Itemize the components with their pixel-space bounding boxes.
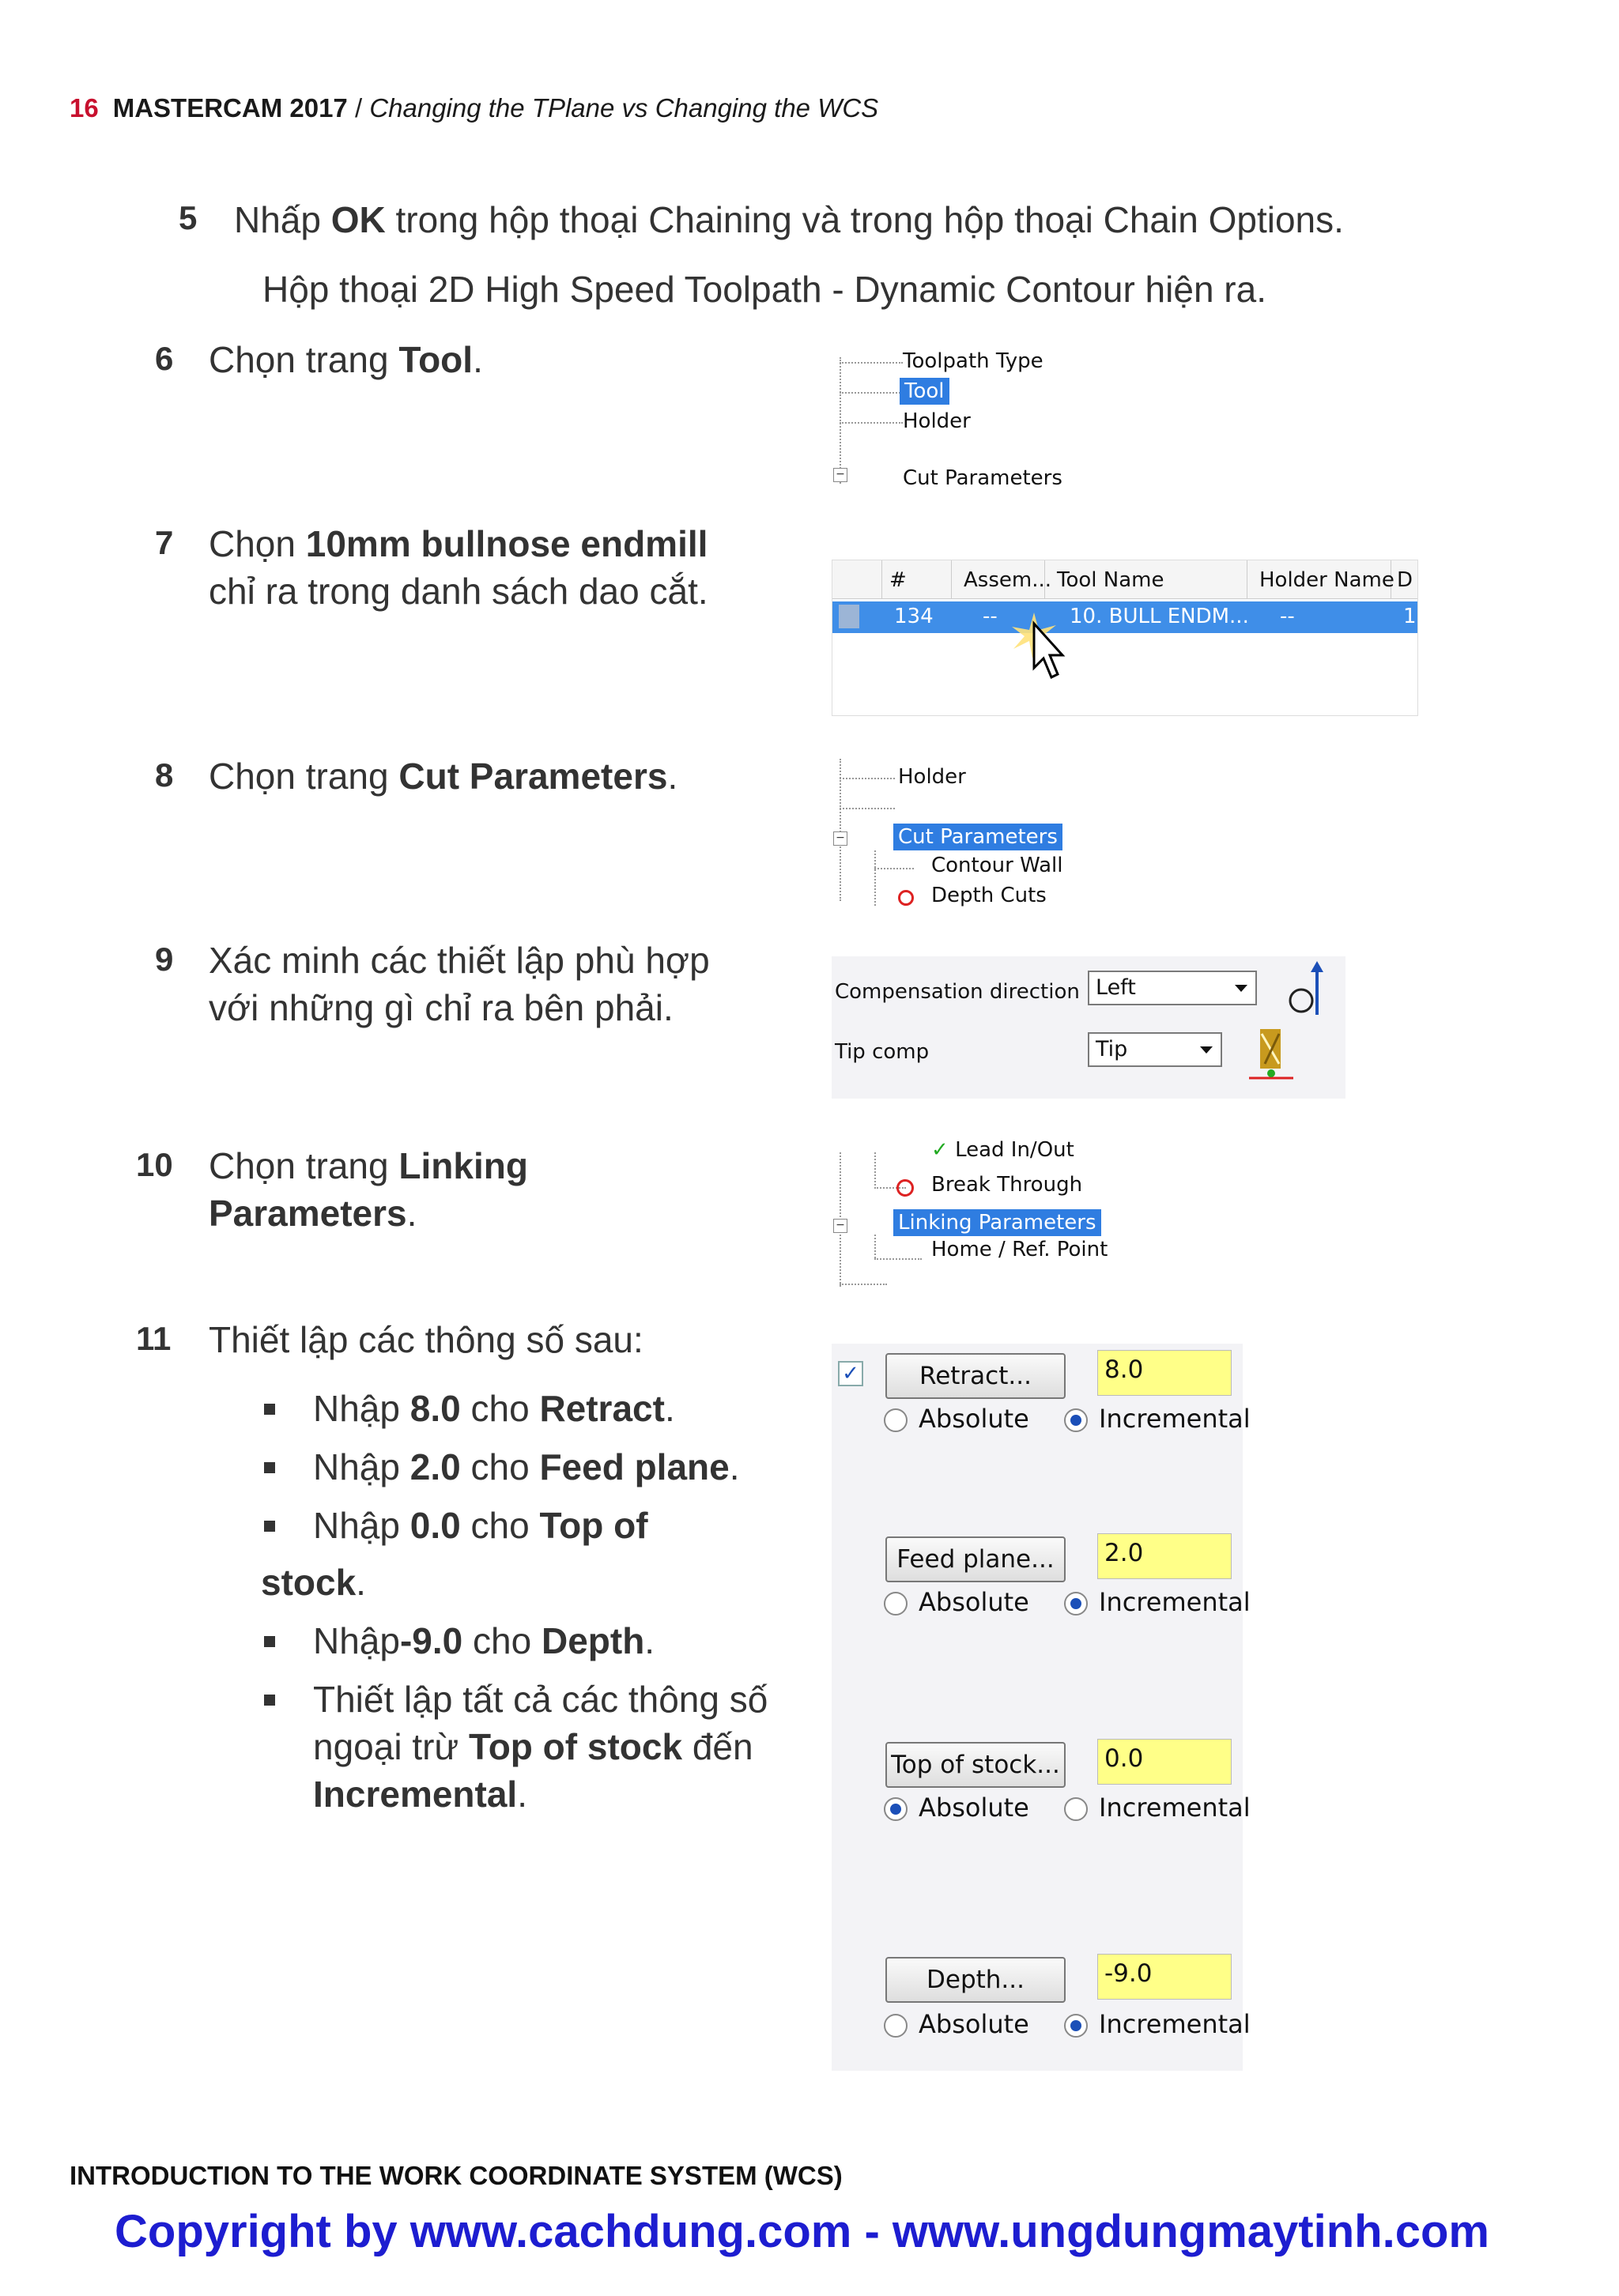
step-10-bold2: Parameters <box>209 1193 407 1234</box>
bullet-value: 2.0 <box>409 1446 461 1487</box>
retract-input[interactable]: 8.0 <box>1097 1350 1232 1396</box>
depth-absolute-radio[interactable] <box>884 2014 908 2038</box>
retract-checkbox[interactable]: ✓ <box>838 1361 863 1386</box>
depth-button[interactable]: Depth... <box>885 1957 1066 2003</box>
feed-plane-absolute-radio[interactable] <box>884 1592 908 1615</box>
tip-comp-label: Tip comp <box>835 1040 930 1064</box>
footer-chapter-title: INTRODUCTION TO THE WORK COORDINATE SYSTEM (WCS) <box>70 2161 843 2190</box>
top-of-stock-incremental-label: Incremental <box>1099 1793 1251 1823</box>
expand-icon[interactable]: − <box>833 468 847 482</box>
cell-number: 134 <box>894 605 934 628</box>
tool-icon <box>839 605 859 628</box>
bullet-top-of-stock-line2 <box>261 1559 366 1606</box>
click-cursor-icon <box>1010 605 1081 684</box>
feed-plane-absolute-label: Absolute <box>919 1587 1029 1617</box>
tree-item-holder[interactable]: Holder <box>898 765 966 789</box>
retract-incremental-label: Incremental <box>1099 1404 1251 1434</box>
top-of-stock-incremental-radio[interactable] <box>1064 1797 1088 1821</box>
bullet-value: 8.0 <box>409 1388 461 1429</box>
bullet-incremental-all <box>313 1676 768 1723</box>
cell-assembly: -- <box>983 605 998 628</box>
retract-absolute-radio[interactable] <box>884 1408 908 1432</box>
depth-absolute-label: Absolute <box>919 2009 1029 2039</box>
error-icon <box>896 1179 914 1197</box>
error-icon <box>898 890 914 906</box>
bullet-name: Feed plane <box>539 1446 730 1487</box>
bullet-text: Nhập <box>313 1388 410 1429</box>
tool-tip-icon <box>1249 1029 1296 1086</box>
step-8-bold: Cut Parameters <box>398 756 668 797</box>
bullet-name: Depth <box>541 1620 645 1661</box>
tree-toolpath-pages-1 <box>830 341 1067 490</box>
step-6-text <box>209 336 483 383</box>
bullet-name: Retract <box>539 1388 665 1429</box>
bullet-top-of-stock <box>313 1502 648 1549</box>
feed-plane-incremental-label: Incremental <box>1099 1587 1251 1617</box>
depth-input[interactable]: -9.0 <box>1097 1954 1232 2000</box>
step-7-bold: 10mm bullnose endmill <box>305 523 708 564</box>
step-6-post: . <box>473 339 483 380</box>
compensation-left-icon <box>1287 961 1327 1018</box>
bullet-text: Nhập <box>313 1620 400 1661</box>
running-header <box>70 93 878 123</box>
bullet-name: stock <box>261 1562 357 1603</box>
compensation-direction-label: Compensation direction <box>835 980 1080 1004</box>
tree-item-contour-wall[interactable]: Contour Wall <box>931 854 1063 877</box>
table-row[interactable] <box>832 601 1417 633</box>
tree-item-holder[interactable]: Holder <box>903 409 971 433</box>
step-6-bold: Tool <box>398 339 474 380</box>
bullet-text: Nhập <box>313 1505 410 1546</box>
feed-plane-button[interactable]: Feed plane... <box>885 1536 1066 1582</box>
step-9-number: 9 <box>155 941 174 978</box>
step-11-text: Thiết lập các thông số sau: <box>209 1319 643 1360</box>
step-7-text <box>209 520 708 567</box>
step-5-pre: Nhấp <box>234 199 331 240</box>
bullet-text: cho <box>460 1505 540 1546</box>
tree-item-depth-cuts[interactable]: Depth Cuts <box>931 884 1047 907</box>
retract-button[interactable]: Retract... <box>885 1353 1066 1399</box>
bullet-retract <box>313 1385 675 1432</box>
tree-item-lead-in-out-label: Lead In/Out <box>955 1138 1074 1162</box>
tree-item-break-through[interactable]: Break Through <box>931 1173 1083 1197</box>
tip-comp-select[interactable] <box>1088 1032 1222 1067</box>
linking-parameters-panel <box>832 1344 1251 2071</box>
depth-incremental-label: Incremental <box>1099 2009 1251 2039</box>
step-10-number: 10 <box>136 1146 173 1183</box>
bullet-value: 0.0 <box>409 1505 461 1546</box>
col-header-tool-name[interactable]: Tool Name <box>1057 568 1164 592</box>
bullet-name: Incremental <box>313 1774 518 1815</box>
tree-item-cut-parameters[interactable]: Cut Parameters <box>903 466 1062 490</box>
step-5-bold: OK <box>330 199 386 240</box>
compensation-panel <box>832 956 1345 1099</box>
bullet-name: Top of <box>539 1505 648 1546</box>
compensation-direction-value: Left <box>1096 975 1136 1000</box>
tree-toolpath-pages-3 <box>830 1138 1115 1287</box>
book-title: MASTERCAM 2017 <box>112 93 348 123</box>
tree-item-toolpath-type[interactable]: Toolpath Type <box>903 349 1043 373</box>
compensation-direction-select[interactable] <box>1088 971 1257 1005</box>
bullet-depth <box>313 1617 655 1665</box>
step-7-pre: Chọn <box>209 523 306 564</box>
collapse-icon[interactable]: − <box>833 1219 847 1233</box>
cell-diameter: 1 <box>1403 605 1417 628</box>
bullet-text: Nhập <box>313 1446 410 1487</box>
tree-item-home-ref-point[interactable]: Home / Ref. Point <box>931 1238 1108 1261</box>
bullet-text: ngoại trừ <box>313 1726 470 1767</box>
bullet-text: . <box>644 1620 655 1661</box>
col-header-holder-name[interactable]: Holder Name <box>1259 568 1394 592</box>
col-header-number[interactable]: # <box>889 568 907 592</box>
copyright-watermark: Copyright by www.cachdung.com - www.ungdungmaytinh.com <box>115 2206 1489 2257</box>
step-8-pre: Chọn trang <box>209 756 399 797</box>
step-5-number: 5 <box>179 199 198 236</box>
cell-tool-name: 10. BULL ENDM... <box>1070 605 1249 628</box>
bullet-text: cho <box>462 1620 542 1661</box>
tree-toolpath-pages-2 <box>830 759 1099 907</box>
step-5-post: trong hộp thoại Chaining và trong hộp thoại Chain Options. <box>385 199 1344 240</box>
bullet-incremental-line2 <box>313 1723 753 1770</box>
feed-plane-incremental-radio[interactable] <box>1064 1592 1088 1615</box>
chapter-title: Changing the TPlane vs Changing the WCS <box>369 93 879 123</box>
feed-plane-input[interactable]: 2.0 <box>1097 1533 1232 1579</box>
step-8-text <box>209 752 677 800</box>
top-of-stock-absolute-radio[interactable] <box>884 1797 908 1821</box>
step-9-line2: với những gì chỉ ra bên phải. <box>209 987 674 1028</box>
depth-incremental-radio[interactable] <box>1064 2014 1088 2038</box>
step-8-post: . <box>667 756 678 797</box>
step-6-number: 6 <box>155 340 174 377</box>
top-of-stock-absolute-label: Absolute <box>919 1793 1029 1823</box>
bullet-incremental-line3 <box>313 1770 527 1818</box>
step-10-post: . <box>406 1193 417 1234</box>
step-10-bold1: Linking <box>398 1145 528 1186</box>
step-10-pre: Chọn trang <box>209 1145 399 1186</box>
tip-comp-value: Tip <box>1096 1037 1128 1061</box>
bullet-feed-plane <box>313 1443 740 1491</box>
step-10-line2 <box>209 1189 417 1237</box>
cell-holder-name: -- <box>1280 605 1295 628</box>
header-separator: / <box>347 93 370 123</box>
step-5-text <box>234 196 1344 243</box>
tree-item-cut-parameters[interactable]: Cut Parameters <box>893 824 1062 850</box>
step-6-pre: Chọn trang <box>209 339 399 380</box>
bullet-value: -9.0 <box>399 1620 463 1661</box>
col-header-diameter[interactable]: D <box>1397 568 1413 592</box>
tree-item-linking-parameters[interactable]: Linking Parameters <box>893 1209 1101 1236</box>
retract-absolute-label: Absolute <box>919 1404 1029 1434</box>
col-header-assembly[interactable]: Assem... <box>964 568 1051 592</box>
collapse-icon[interactable]: − <box>833 831 847 846</box>
bullet-text: đến <box>682 1726 753 1767</box>
step-9-line1: Xác minh các thiết lập phù hợp <box>209 940 710 981</box>
bullet-text: . <box>664 1388 675 1429</box>
step-5-subtext: Hộp thoại 2D High Speed Toolpath - Dynamic Contour hiện ra. <box>262 269 1266 310</box>
bullet-text: cho <box>460 1446 540 1487</box>
step-10-text <box>209 1142 528 1189</box>
bullet-text: . <box>729 1446 740 1487</box>
step-7-line2: chỉ ra trong danh sách dao cắt. <box>209 571 708 612</box>
bullet-text: cho <box>460 1388 540 1429</box>
retract-incremental-radio[interactable] <box>1064 1408 1088 1432</box>
page-number: 16 <box>70 93 99 123</box>
step-11-number: 11 <box>136 1320 172 1357</box>
step-8-number: 8 <box>155 756 174 794</box>
bullet-text: Thiết lập tất cả các thông số <box>313 1679 768 1720</box>
step-7-number: 7 <box>155 524 174 561</box>
check-icon: ✓ <box>931 1138 956 1162</box>
tree-item-tool[interactable]: Tool <box>900 378 949 405</box>
top-of-stock-input[interactable]: 0.0 <box>1097 1739 1232 1785</box>
top-of-stock-button[interactable]: Top of stock... <box>885 1742 1066 1788</box>
tool-list-table <box>832 560 1418 716</box>
bullet-text: . <box>356 1562 366 1603</box>
bullet-name: Top of stock <box>469 1726 683 1767</box>
tree-item-lead-in-out[interactable] <box>931 1138 1074 1162</box>
bullet-text: . <box>517 1774 527 1815</box>
